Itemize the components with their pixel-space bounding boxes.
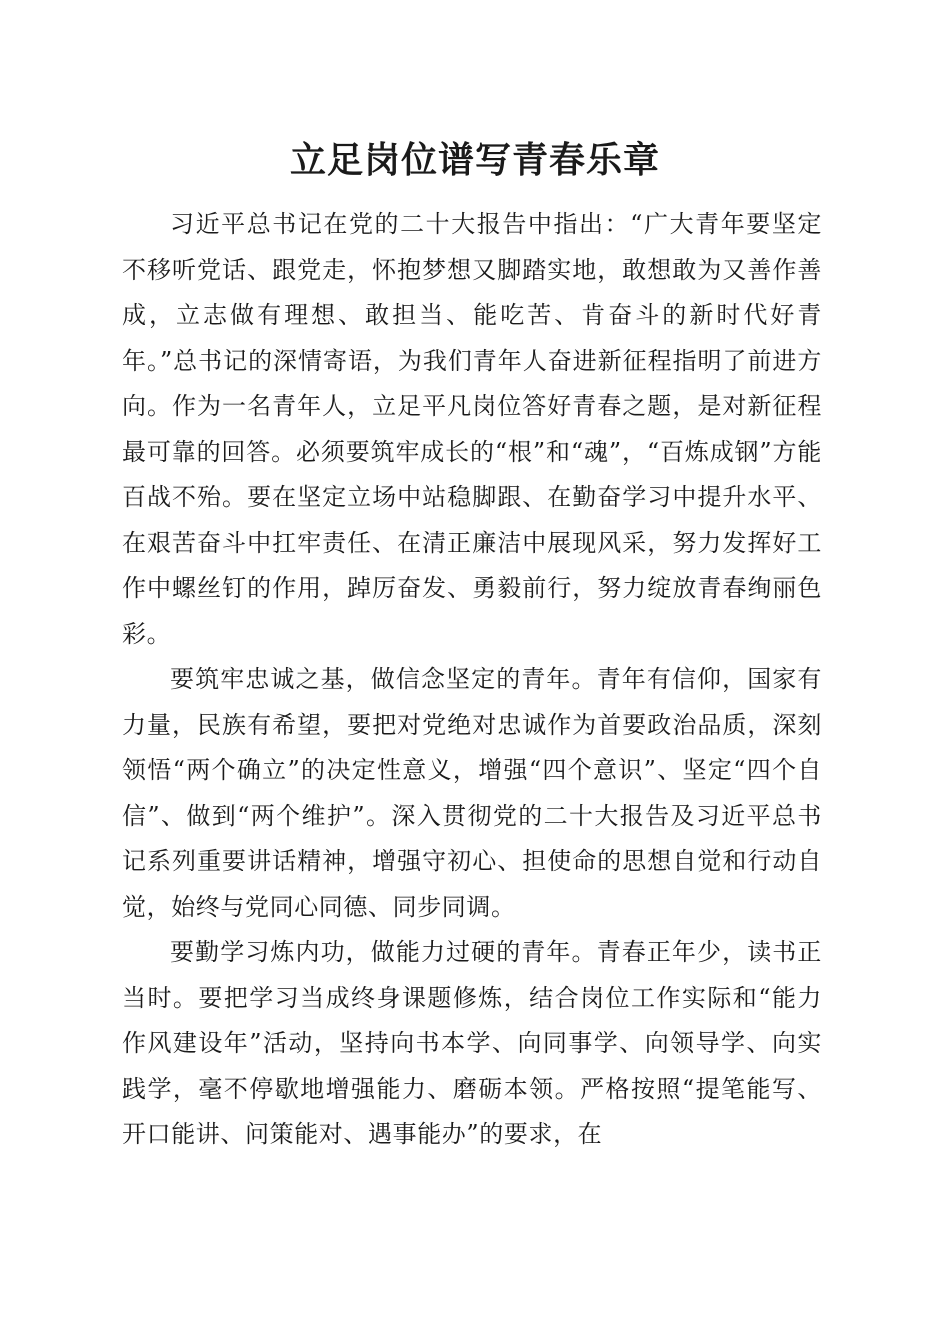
paragraph-2: 要筑牢忠诚之基，做信念坚定的青年。青年有信仰，国家有力量，民族有希望，要把对党绝对忠诚作为首要政治品质，深刻领悟“两个确立”的决定性意义，增强“四个意识”、坚定“四个自信”、做到“两个维护”。深入贯彻党的二十大报告及习近平总书记系列重要讲话精神，增强守初心、担使命的思想自觉和行动自觉，始终与党同心同德、同步同调。 [122,665,822,921]
document-body [122,202,822,1158]
document-title: 立足岗位谱写青春乐章 [289,139,660,181]
paragraph-1: 习近平总书记在党的二十大报告中指出：“广大青年要坚定不移听党话、跟党走，怀抱梦想又脚踏实地，敢想敢为又善作善成，立志做有理想、敢担当、能吃苦、肯奋斗的新时代好青年。”总书记的深情寄语，为我们青年人奋进新征程指明了前进方向。作为一名青年人，立足平凡岗位答好青春之题，是对新征程最可靠的回答。必须要筑牢成长的“根”和“魂”，“百炼成钢”方能百战不殆。要在坚定立场中站稳脚跟、在勤奋学习中提升水平、在艰苦奋斗中扛牢责任、在清正廉洁中展现风采，努力发挥好工作中螺丝钉的作用，踔厉奋发、勇毅前行，努力绽放青春绚丽色彩。 [122,210,822,648]
paragraph-3: 要勤学习炼内功，做能力过硬的青年。青春正年少，读书正当时。要把学习当成终身课题修炼，结合岗位工作实际和“能力作风建设年”活动，坚持向书本学、向同事学、向领导学、向实践学，毫不停歇地增强能力、磨砺本领。严格按照“提笔能写、开口能讲、问策能对、遇事能办”的要求，在 [122,938,822,1148]
